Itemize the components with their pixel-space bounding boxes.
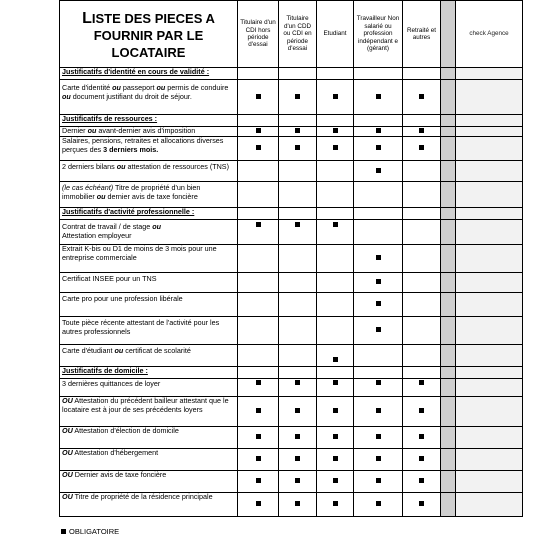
required-marker — [256, 456, 261, 461]
required-marker — [376, 434, 381, 439]
required-marker — [419, 408, 424, 413]
table-row — [60, 345, 523, 367]
table-row — [60, 137, 523, 161]
col-header-cdi: Titulaire d'un CDI hors période d'essai — [238, 1, 279, 68]
check-cell[interactable] — [456, 317, 523, 345]
required-marker — [376, 279, 381, 284]
required-marker — [333, 357, 338, 362]
required-marker — [419, 94, 424, 99]
table-row — [60, 397, 523, 427]
table-row — [60, 182, 523, 208]
check-cell[interactable] — [456, 182, 523, 208]
table-row — [60, 493, 523, 517]
required-marker — [256, 380, 261, 385]
check-cell[interactable] — [456, 345, 523, 367]
check-cell[interactable] — [456, 161, 523, 182]
col-header-cdd: Titulaire d'un CDD ou CDI en période d'essai — [279, 1, 317, 68]
check-cell[interactable] — [456, 127, 523, 137]
check-cell[interactable] — [456, 293, 523, 317]
check-cell[interactable] — [456, 449, 523, 471]
required-marker — [376, 456, 381, 461]
legend-marker — [61, 529, 66, 534]
section-domicile: Justificatifs de domicile : — [60, 367, 238, 379]
required-marker — [419, 128, 424, 133]
check-cell[interactable] — [456, 137, 523, 161]
required-marker — [295, 408, 300, 413]
check-cell[interactable] — [456, 427, 523, 449]
required-marker — [376, 255, 381, 260]
check-cell[interactable] — [456, 220, 523, 245]
row-salaires: Salaires, pensions, retraites et allocations diverses perçues des 3 derniers mois. — [60, 137, 238, 161]
legend-label: OBLIGATOIRE — [69, 527, 120, 536]
required-marker — [333, 501, 338, 506]
required-marker — [333, 434, 338, 439]
required-marker — [256, 128, 261, 133]
row-carte-etudiant: Carte d'étudiant ou certificat de scolarité — [60, 345, 238, 367]
row-election-domicile: OU Attestation d'élection de domicile — [60, 427, 238, 449]
separator-column — [441, 1, 456, 68]
section-activite: Justificatifs d'activité professionnelle : — [60, 208, 238, 220]
required-marker — [376, 301, 381, 306]
required-marker — [295, 434, 300, 439]
check-cell[interactable] — [456, 273, 523, 293]
required-marker — [376, 145, 381, 150]
table-row — [60, 245, 523, 273]
required-marker — [376, 128, 381, 133]
col-header-etudiant: Etudiant — [317, 1, 354, 68]
row-contrat: Contrat de travail / de stage ou Attestation employeur — [60, 220, 238, 245]
check-cell[interactable] — [456, 397, 523, 427]
required-marker — [256, 145, 261, 150]
required-marker — [295, 501, 300, 506]
section-ressources: Justificatifs de ressources : — [60, 115, 238, 127]
table-row — [60, 379, 523, 397]
section-row — [60, 68, 523, 80]
table-row — [60, 273, 523, 293]
table-row — [60, 127, 523, 137]
required-marker — [376, 478, 381, 483]
required-marker — [419, 478, 424, 483]
table-row — [60, 449, 523, 471]
col-header-check: check Agence — [456, 1, 523, 68]
required-marker — [295, 94, 300, 99]
required-marker — [333, 408, 338, 413]
table-row — [60, 293, 523, 317]
section-row — [60, 367, 523, 379]
required-marker — [376, 501, 381, 506]
check-cell[interactable] — [456, 245, 523, 273]
table-row — [60, 220, 523, 245]
required-marker — [295, 478, 300, 483]
required-marker — [333, 456, 338, 461]
table-row — [60, 80, 523, 115]
required-marker — [419, 380, 424, 385]
table-row — [60, 427, 523, 449]
check-cell[interactable] — [456, 471, 523, 493]
required-marker — [333, 222, 338, 227]
required-marker — [333, 94, 338, 99]
required-marker — [256, 478, 261, 483]
required-marker — [256, 408, 261, 413]
row-carte-pro: Carte pro pour une profession libérale — [60, 293, 238, 317]
header-row — [60, 1, 523, 68]
required-marker — [333, 478, 338, 483]
table-row — [60, 161, 523, 182]
row-attestation-bailleur: OU Attestation du précédent bailleur attestant que le locataire est à jour de ses précédents loyers — [60, 397, 238, 427]
section-row — [60, 208, 523, 220]
required-marker — [295, 222, 300, 227]
col-header-retraite: Retraité et autres — [403, 1, 441, 68]
col-header-tns: Travailleur Non salarié ou profession indépendant e (gérant) — [354, 1, 403, 68]
required-marker — [419, 145, 424, 150]
required-marker — [376, 94, 381, 99]
legend — [61, 527, 119, 536]
required-marker — [376, 327, 381, 332]
row-kbis: Extrait K-bis ou D1 de moins de 3 mois pour une entreprise commerciale — [60, 245, 238, 273]
row-avis-imposition: Dernier ou avant-dernier avis d'imposition — [60, 127, 238, 137]
required-marker — [333, 380, 338, 385]
row-bilans: 2 derniers bilans ou attestation de ressources (TNS) — [60, 161, 238, 182]
row-titre-residence: OU Titre de propriété de la résidence principale — [60, 493, 238, 517]
required-marker — [256, 94, 261, 99]
page-title: LISTE DES PIECES A FOURNIR PAR LE LOCATAIRE — [60, 1, 238, 68]
table-row — [60, 317, 523, 345]
required-marker — [295, 128, 300, 133]
row-taxe-fonciere: OU Dernier avis de taxe foncière — [60, 471, 238, 493]
required-marker — [376, 380, 381, 385]
required-marker — [419, 434, 424, 439]
required-marker — [295, 145, 300, 150]
check-cell[interactable] — [456, 80, 523, 115]
section-identite: Justificatifs d'identité en cours de validité : — [60, 68, 238, 80]
required-marker — [295, 380, 300, 385]
row-insee: Certificat INSEE pour un TNS — [60, 273, 238, 293]
row-hebergement: OU Attestation d'hébergement — [60, 449, 238, 471]
required-marker — [333, 145, 338, 150]
required-marker — [256, 501, 261, 506]
check-cell[interactable] — [456, 493, 523, 517]
required-marker — [295, 456, 300, 461]
required-marker — [376, 408, 381, 413]
required-marker — [419, 456, 424, 461]
row-titre-propriete: (le cas échéant) Titre de propriété d'un bien immobilier ou dernier avis de taxe foncière — [60, 182, 238, 208]
required-marker — [256, 434, 261, 439]
row-carte-identite: Carte d'identité ou passeport ou permis de conduire ou document justifiant du droit de séjour. — [60, 80, 238, 115]
pieces-table — [59, 0, 523, 517]
required-marker — [333, 128, 338, 133]
required-marker — [256, 222, 261, 227]
check-cell[interactable] — [456, 379, 523, 397]
required-marker — [376, 168, 381, 173]
required-marker — [419, 501, 424, 506]
row-piece-recente: Toute pièce récente attestant de l'activité pour les autres professionnels — [60, 317, 238, 345]
section-row — [60, 115, 523, 127]
row-quittances: 3 dernières quittances de loyer — [60, 379, 238, 397]
table-row — [60, 471, 523, 493]
